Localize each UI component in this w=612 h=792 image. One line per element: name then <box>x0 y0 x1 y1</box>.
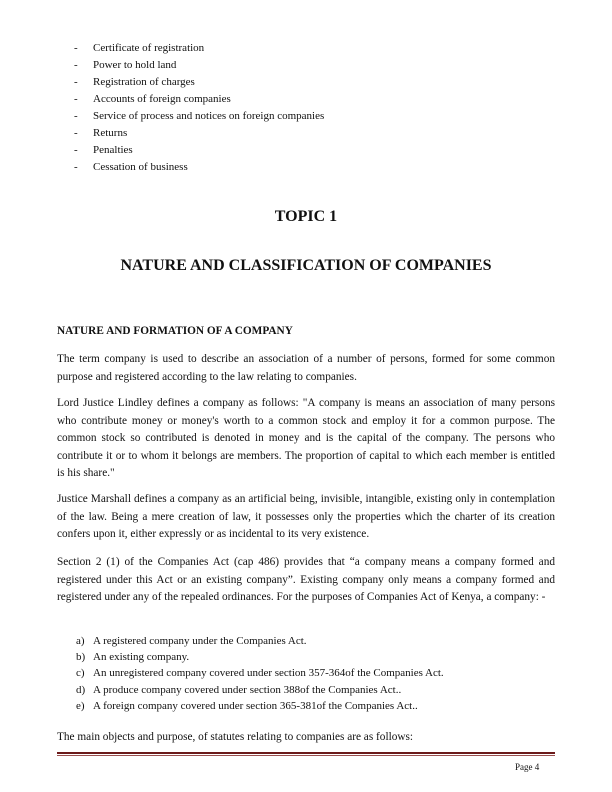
list-item: e) A foreign company covered under section 365-381of the Companies Act.. <box>76 699 418 712</box>
list-item: - Accounts of foreign companies <box>74 93 231 105</box>
list-item: a) A registered company under the Companies Act. <box>76 635 307 647</box>
list-item: - Certificate of registration <box>74 42 205 54</box>
company-types-list <box>76 633 444 714</box>
paragraph: Section 2 (1) of the Companies Act (cap 486) provides that “a company means a company formed and registered under this Act or an existing company”. Existing company only means a company formed and registered under any of the repealed ordinances. For the purposes of Companies Act of Kenya, a company: - <box>57 556 555 603</box>
topic-heading: TOPIC 1 <box>274 208 338 225</box>
list-item: c) An unregistered company covered under section 357-364of the Companies Act. <box>76 667 444 680</box>
contents-list <box>74 40 324 176</box>
footer-rule <box>57 752 555 754</box>
paragraph: The term company is used to describe an association of a number of persons, formed for some common purpose and registered according to the law relating to companies. <box>57 353 555 383</box>
closing-paragraph: The main objects and purpose, of statutes relating to companies are as follows: <box>57 731 414 743</box>
chapter-title: NATURE AND CLASSIFICATION OF COMPANIES <box>120 257 492 274</box>
list-item: d) A produce company covered under section 388of the Companies Act.. <box>76 683 402 696</box>
footer-rule-secondary <box>57 755 555 756</box>
list-item: - Power to hold land <box>74 59 177 71</box>
list-item: - Cessation of business <box>74 161 188 173</box>
list-item: - Returns <box>74 127 128 139</box>
page-number: Page 4 <box>515 762 540 772</box>
list-item: b) An existing company. <box>76 651 190 664</box>
paragraph: Lord Justice Lindley defines a company as follows: "A company is means an association of many persons who contribute money or money's worth to a common stock and employ it for a common purpose. The common stock so contributed is denoted in money and is the capital of the company. The persons who contribute it or to whom it belongs are members. The proportion of capital to which each member is entitled is his share." <box>57 397 555 479</box>
section-heading: NATURE AND FORMATION OF A COMPANY <box>57 325 293 337</box>
list-item: - Service of process and notices on foreign companies <box>74 110 325 122</box>
paragraph: Justice Marshall defines a company as an artificial being, invisible, intangible, existing only in contemplation of the law. Being a mere creation of law, it possesses only the properties which the charter of its creation confers upon it, either expressly or as incidental to its very existence. <box>57 493 555 540</box>
list-item: - Penalties <box>74 144 133 156</box>
list-item: - Registration of charges <box>74 76 195 88</box>
